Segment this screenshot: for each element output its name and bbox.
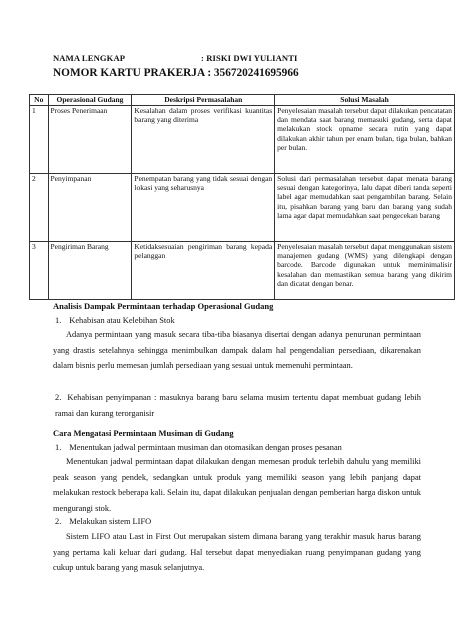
list-text: Melakukan sistem LIFO	[69, 517, 152, 526]
card-value: : 356720241695966	[207, 67, 299, 79]
section-title-impact: Analisis Dampak Permintaan terhadap Operasional Gudang	[53, 301, 274, 311]
list-item	[55, 390, 421, 421]
cell-operation: Penyimpanan	[48, 174, 132, 242]
operations-table	[29, 94, 455, 300]
name-value: : RISKI DWI YULIANTI	[201, 53, 298, 63]
name-label: NAMA LENGKAP	[53, 53, 126, 63]
name-line	[53, 53, 298, 63]
list-text: Kehabisan atau Kelebihan Stok	[69, 316, 175, 325]
table-row	[30, 106, 455, 174]
cell-no: 3	[30, 242, 49, 300]
cell-description: Kesalahan dalam proses verifikasi kuantitas barang yang diterima	[132, 106, 275, 174]
list-number: 1.	[55, 316, 62, 325]
list-text: Kehabisan penyimpanan : masuknya barang baru selama musim tertentu dapat membuat gudang lebih ramai dan kurang terorganisir	[55, 393, 421, 418]
card-label: NOMOR KARTU PRAKERJA	[53, 67, 205, 79]
cell-solution: Penyelesaian masalah tersebut dapat menggunakan sistem manajemen gudang (WMS) yang dilengkapi dengan barcode. Barcode digunakan untuk meminimalisir kesalahan dan memastikan semua barang yang dikirim dan dicatat dengan benar.	[275, 242, 455, 300]
cell-description: Penempatan barang yang tidak sesuai dengan lokasi yang seharusnya	[132, 174, 275, 242]
col-header-operation: Operasional Gudang	[48, 95, 132, 106]
table-row	[30, 242, 455, 300]
cell-solution: Solusi dari permasalahan tersebut dapat menata barang sesuai dengan kategorinya, lalu dapat diberi tanda seperti label agar memudahkan saat pengambilan barang. Selain itu, pisahkan barang yang baru dan barang yang sudah lama agar dapat memudahkan saat pengecekan barang	[275, 174, 455, 242]
list-item	[55, 517, 151, 526]
list-number: 2.	[55, 393, 62, 402]
table-header-row	[30, 95, 455, 106]
list-text: Menentukan jadwal permintaan musiman dan otomasikan dengan proses pesanan	[69, 443, 342, 452]
cell-no: 1	[30, 106, 49, 174]
paragraph: Menentukan jadwal permintaan dapat dilakukan dengan memesan produk terlebih dahulu yang memiliki peak season yang pendek, sedangkan untuk produk yang memiliki season yang lebih panjang dapat melakukan restock beberapa kali. Selain itu, dapat dilakukan penjualan dengan pemberian harga diskon untuk mengurangi stok.	[53, 457, 421, 513]
cell-solution: Penyelesaian masalah tersebut dapat dilakukan pencatatan dan mendata saat barang memasuki gudang, serta dapat melakukan stock opname secara rutin yang dapat dilakukan akhir tahun per enam bulan, tiga bulan, bahkan per bulan.	[275, 106, 455, 174]
list-item	[55, 443, 342, 452]
paragraph: Adanya permintaan yang masuk secara tiba-tiba biasanya disertai dengan adanya penurunan permintaan yang drastis setelahnya sehingga menimbulkan dampak dalam hal pengendalian persediaan, dikarenakan dalam bisnis perlu memesan jumlah persediaan yang sesuai untuk memenuhi permintaan.	[53, 330, 421, 371]
col-header-solution: Solusi Masalah	[275, 95, 455, 106]
section-title-seasonal: Cara Mengatasi Permintaan Musiman di Gudang	[53, 428, 234, 438]
cell-operation: Pengiriman Barang	[48, 242, 132, 300]
col-header-description: Deskripsi Permasalahan	[132, 95, 275, 106]
cell-description: Ketidaksesuaian pengiriman barang kepada pelanggan	[132, 242, 275, 300]
card-number-line	[53, 67, 299, 79]
cell-operation: Proses Penerimaan	[48, 106, 132, 174]
list-number: 2.	[55, 517, 62, 526]
cell-no: 2	[30, 174, 49, 242]
table-row	[30, 174, 455, 242]
list-item	[55, 316, 175, 325]
paragraph: Sistem LIFO atau Last in First Out merupakan sistem dimana barang yang terakhir masuk harus barang yang pertama kali keluar dari gudang. Hal tersebut dapat menyediakan ruang penyimpanan gudang yang cukup untuk barang yang masuk selanjutnya.	[53, 532, 421, 573]
col-header-no: No	[30, 95, 49, 106]
list-number: 1.	[55, 443, 62, 452]
